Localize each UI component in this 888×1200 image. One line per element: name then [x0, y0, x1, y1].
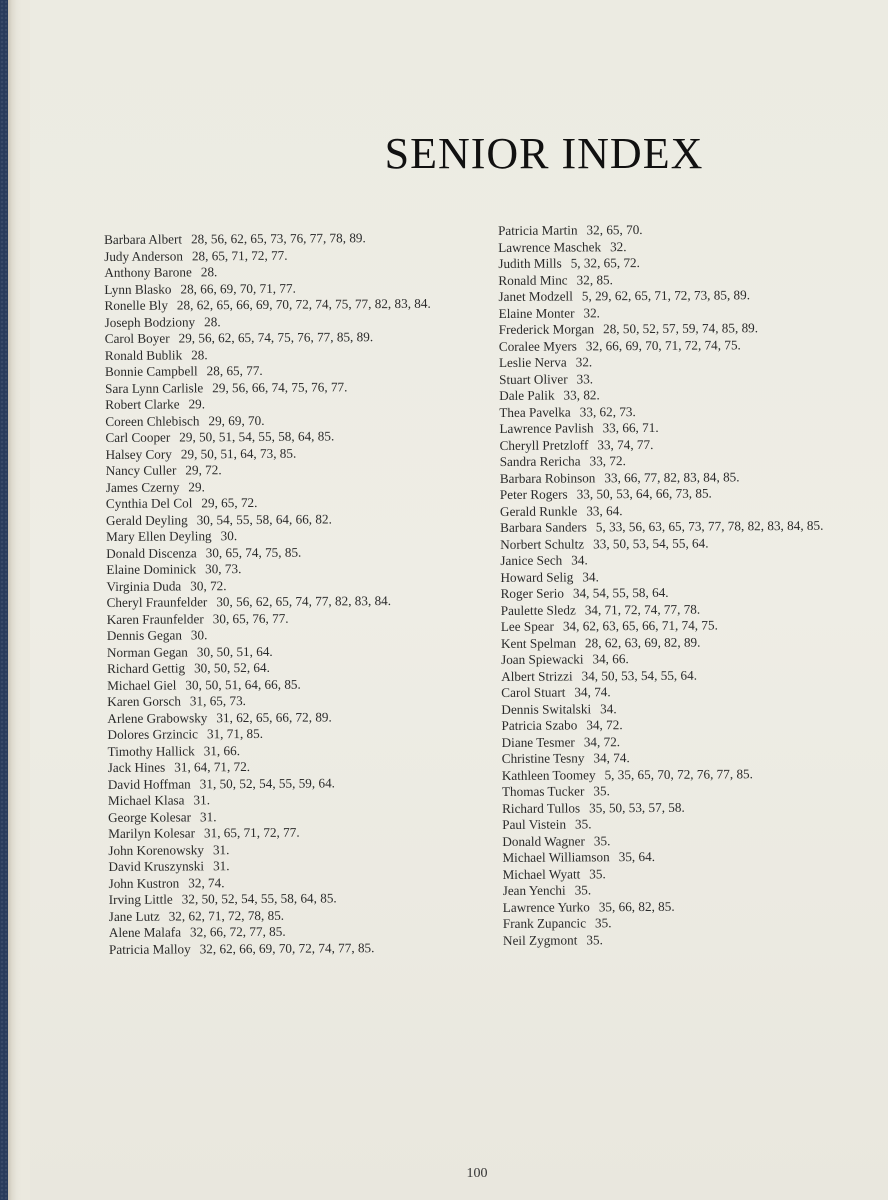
page-edge-stack: [8, 0, 888, 1200]
entry-name: Ronald Bublik: [104, 346, 183, 363]
entry-pages: 28, 65, 71, 72, 77.: [191, 247, 288, 263]
entry-pages: 34, 50, 53, 54, 55, 64.: [581, 667, 698, 683]
index-entry: [104, 296, 430, 315]
entry-name: Arlene Grabowsky: [107, 709, 208, 726]
entry-name: Kathleen Toomey: [501, 766, 596, 783]
entry-pages: 35, 50, 53, 57, 58.: [589, 799, 685, 815]
entry-name: Barbara Robinson: [499, 469, 596, 486]
entry-name: Janice Sech: [500, 552, 563, 568]
entry-pages: 34.: [571, 552, 588, 568]
entry-name: Marilyn Kolesar: [108, 825, 196, 841]
entry-pages: 33, 74, 77.: [597, 436, 654, 452]
entry-name: Carl Cooper: [105, 429, 171, 445]
entry-name: John Korenowsky: [108, 841, 204, 858]
entry-name: Lawrence Yurko: [502, 898, 590, 915]
entry-pages: 31, 65, 71, 72, 77.: [203, 824, 300, 841]
index-entry: [107, 593, 433, 612]
entry-name: Cynthia Del Col: [105, 495, 193, 511]
entry-pages: 31, 66.: [203, 742, 241, 758]
index-entry: [500, 518, 823, 537]
entry-name: Leslie Nerva: [498, 354, 567, 370]
entry-pages: 35.: [586, 931, 603, 947]
entry-name: Richard Gettig: [106, 660, 186, 676]
entry-name: Elaine Dominick: [106, 561, 197, 577]
entry-pages: 29, 72.: [185, 462, 222, 478]
entry-pages: 32, 50, 52, 54, 55, 58, 64, 85.: [181, 890, 337, 907]
entry-name: Michael Giel: [107, 677, 177, 693]
entry-pages: 28, 50, 52, 57, 59, 74, 85, 89.: [603, 320, 759, 337]
entry-pages: 33, 66, 71.: [602, 419, 659, 436]
entry-name: Michael Klasa: [107, 792, 185, 808]
entry-name: Paulette Sledz: [500, 601, 576, 618]
entry-name: Lynn Blasko: [104, 281, 172, 297]
entry-pages: 34.: [582, 568, 599, 584]
entry-name: Dennis Gegan: [106, 627, 182, 643]
entry-name: Thomas Tucker: [501, 783, 585, 799]
entry-name: Bonnie Campbell: [104, 363, 198, 379]
entry-pages: 30, 50, 52, 64.: [194, 659, 270, 676]
entry-name: Paul Vistein: [502, 816, 567, 832]
entry-name: Gerald Deyling: [105, 511, 188, 528]
entry-pages: 31.: [193, 792, 211, 808]
entry-pages: 33, 62, 73.: [579, 403, 636, 419]
entry-pages: 32.: [583, 304, 600, 320]
entry-name: Mary Ellen Deyling: [106, 528, 212, 544]
index-page: [30, 0, 888, 1200]
entry-name: Robert Clarke: [105, 396, 180, 412]
entry-name: Michael Wyatt: [502, 865, 581, 882]
entry-pages: 34, 62, 63, 65, 66, 71, 74, 75.: [562, 617, 718, 634]
entry-name: Norman Gegan: [106, 643, 188, 660]
entry-pages: 32, 74.: [188, 874, 225, 890]
entry-pages: 29, 65, 72.: [201, 494, 258, 511]
entry-name: Judith Mills: [498, 255, 562, 271]
entry-name: George Kolesar: [108, 808, 192, 825]
entry-pages: 28.: [200, 264, 218, 280]
entry-pages: 30, 72.: [190, 577, 227, 593]
entry-name: Lawrence Maschek: [498, 238, 602, 255]
entry-pages: 34, 74.: [574, 684, 611, 700]
entry-name: Barbara Sanders: [500, 519, 587, 535]
entry-pages: 32.: [610, 238, 627, 254]
entry-pages: 30.: [220, 528, 238, 544]
entry-pages: 29, 69, 70.: [208, 412, 265, 428]
entry-name: Jean Yenchi: [502, 882, 566, 898]
entry-pages: 31, 71, 85.: [206, 725, 264, 742]
entry-pages: 31, 62, 65, 66, 72, 89.: [216, 708, 332, 725]
page-number: 100: [466, 1166, 488, 1181]
entry-name: Timothy Hallick: [107, 742, 195, 759]
entry-name: Sandra Rericha: [499, 453, 581, 469]
entry-pages: 30, 73.: [205, 561, 242, 577]
entry-pages: 34, 74.: [593, 750, 630, 766]
entry-pages: 32, 85.: [576, 271, 613, 287]
entry-pages: 35, 66, 82, 85.: [598, 898, 675, 914]
entry-pages: 33, 50, 53, 54, 55, 64.: [593, 535, 709, 551]
entry-name: Michael Williamson: [502, 849, 610, 865]
entry-name: Albert Strizzi: [501, 667, 573, 684]
entry-name: Gerald Runkle: [499, 502, 578, 519]
entry-name: Nancy Culler: [105, 462, 177, 478]
entry-pages: 33, 72.: [589, 453, 626, 469]
entry-pages: 32, 62, 66, 69, 70, 72, 74, 77, 85.: [199, 939, 375, 956]
entry-name: Joan Spiewacki: [500, 651, 584, 667]
entry-pages: 31.: [212, 858, 230, 874]
entry-pages: 32, 65, 70.: [586, 221, 643, 238]
index-column-right: [498, 221, 826, 949]
entry-name: Norbert Schultz: [500, 535, 585, 552]
entry-pages: 34, 72.: [583, 733, 621, 749]
entry-name: Virginia Duda: [106, 577, 182, 594]
entry-pages: 29, 50, 51, 54, 55, 58, 64, 85.: [179, 428, 335, 445]
entry-name: Halsey Cory: [105, 446, 172, 462]
index-entry: [503, 930, 826, 949]
entry-name: David Kruszynski: [108, 858, 205, 874]
entry-pages: 29.: [188, 396, 206, 412]
entry-pages: 35.: [589, 865, 606, 881]
entry-pages: 32, 62, 71, 72, 78, 85.: [168, 907, 285, 924]
entry-name: Ronald Minc: [498, 272, 568, 288]
entry-name: Donald Wagner: [502, 832, 585, 849]
entry-name: Dolores Grzincic: [107, 726, 199, 742]
entry-name: Stuart Oliver: [499, 371, 568, 387]
entry-pages: 32, 66, 69, 70, 71, 72, 74, 75.: [585, 336, 741, 353]
entry-name: Roger Serio: [500, 585, 565, 601]
entry-pages: 28, 56, 62, 65, 73, 76, 77, 78, 89.: [190, 230, 366, 247]
entry-pages: 28, 66, 69, 70, 71, 77.: [180, 280, 296, 296]
entry-pages: 30, 65, 74, 75, 85.: [205, 544, 302, 560]
entry-name: Alene Malafa: [108, 924, 182, 940]
entry-name: Barbara Albert: [104, 231, 183, 247]
entry-pages: 33, 66, 77, 82, 83, 84, 85.: [604, 468, 740, 485]
entry-name: Sara Lynn Carlisle: [105, 379, 204, 396]
entry-pages: 34, 72.: [586, 717, 623, 733]
entry-name: Jane Lutz: [108, 908, 160, 924]
entry-name: Donald Discenza: [106, 544, 197, 561]
entry-name: Karen Gorsch: [107, 693, 181, 709]
entry-pages: 28, 62, 65, 66, 69, 70, 72, 74, 75, 77, 82, 83, 84.: [176, 295, 431, 313]
page-title: SENIOR INDEX: [384, 129, 704, 178]
entry-pages: 30.: [190, 627, 208, 643]
entry-pages: 5, 29, 62, 65, 71, 72, 73, 85, 89.: [581, 287, 751, 304]
entry-name: Christine Tesny: [501, 750, 585, 766]
entry-name: Anthony Barone: [104, 264, 192, 280]
entry-pages: 29, 56, 62, 65, 74, 75, 76, 77, 85, 89.: [178, 329, 374, 346]
entry-name: Irving Little: [108, 891, 173, 907]
entry-name: Thea Pavelka: [499, 403, 571, 420]
entry-pages: 33.: [576, 370, 594, 386]
entry-pages: 34, 54, 55, 58, 64.: [572, 584, 669, 601]
entry-pages: 35, 64.: [618, 848, 656, 865]
entry-pages: 5, 32, 65, 72.: [570, 255, 640, 271]
entry-name: Carol Stuart: [501, 684, 566, 700]
entry-name: Ronelle Bly: [104, 297, 168, 313]
entry-pages: 35.: [593, 783, 610, 799]
entry-pages: 33, 82.: [563, 387, 600, 403]
entry-name: Neil Zygmont: [502, 931, 578, 948]
index-column-left: [104, 230, 435, 958]
entry-pages: 30, 65, 76, 77.: [212, 610, 289, 626]
entry-pages: 33, 50, 53, 64, 66, 73, 85.: [576, 485, 712, 502]
entry-pages: 34, 66.: [592, 651, 629, 667]
entry-pages: 31, 64, 71, 72.: [174, 758, 251, 775]
entry-pages: 31.: [199, 808, 217, 824]
entry-pages: 34, 71, 72, 74, 77, 78.: [584, 601, 701, 617]
entry-name: Cheryl Fraunfelder: [106, 594, 208, 610]
entry-pages: 34.: [600, 700, 617, 716]
entry-pages: 35.: [574, 816, 592, 832]
entry-pages: 32.: [575, 354, 593, 370]
entry-name: Diane Tesmer: [501, 733, 575, 750]
index-entry: [109, 939, 435, 958]
entry-pages: 28.: [204, 313, 221, 329]
entry-pages: 28, 62, 63, 69, 82, 89.: [584, 634, 701, 650]
entry-name: John Kustron: [108, 874, 180, 891]
entry-name: Frank Zupancic: [502, 915, 587, 931]
entry-name: Elaine Monter: [498, 304, 575, 321]
entry-pages: 30, 56, 62, 65, 74, 77, 82, 83, 84.: [216, 593, 392, 610]
entry-pages: 33, 64.: [586, 502, 623, 518]
entry-pages: 30, 54, 55, 58, 64, 66, 82.: [196, 510, 332, 527]
entry-name: Dale Palik: [499, 387, 555, 403]
entry-name: Patricia Martin: [498, 222, 578, 238]
entry-pages: 31, 50, 52, 54, 55, 59, 64.: [199, 774, 335, 791]
entry-pages: 29, 56, 66, 74, 75, 76, 77.: [212, 378, 348, 395]
entry-name: Kent Spelman: [500, 634, 577, 651]
entry-pages: 32, 66, 72, 77, 85.: [189, 923, 286, 940]
entry-name: Frederick Morgan: [498, 321, 595, 337]
entry-name: Coreen Chlebisch: [105, 412, 200, 429]
entry-name: Joseph Bodziony: [104, 313, 196, 330]
entry-pages: 35.: [574, 882, 592, 898]
entry-name: James Czerny: [105, 478, 180, 495]
entry-name: Janet Modzell: [498, 288, 573, 304]
entry-name: Cheryll Pretzloff: [499, 436, 589, 453]
entry-pages: 30, 50, 51, 64, 66, 85.: [185, 676, 301, 692]
entry-name: Judy Anderson: [104, 247, 183, 264]
entry-pages: 29, 50, 51, 64, 73, 85.: [180, 445, 297, 461]
entry-pages: 28.: [191, 346, 208, 362]
entry-pages: 35.: [594, 915, 612, 931]
entry-name: Peter Rogers: [499, 486, 568, 502]
entry-name: Carol Boyer: [104, 330, 170, 346]
entry-pages: 35.: [593, 832, 611, 848]
entry-name: Howard Selig: [500, 568, 574, 585]
entry-name: Richard Tullos: [502, 799, 581, 816]
entry-name: Karen Fraunfelder: [106, 610, 204, 627]
entry-name: Dennis Switalski: [501, 700, 592, 717]
entry-pages: 29.: [188, 478, 205, 494]
entry-name: Coralee Myers: [498, 337, 577, 354]
entry-name: Lawrence Pavlish: [499, 420, 594, 436]
entry-name: David Hoffman: [107, 775, 191, 792]
entry-name: Jack Hines: [107, 759, 166, 775]
entry-pages: 31.: [212, 841, 230, 857]
entry-name: Patricia Malloy: [108, 940, 191, 957]
entry-pages: 28, 65, 77.: [206, 362, 263, 379]
entry-pages: 30, 50, 51, 64.: [196, 643, 273, 659]
entry-pages: 5, 33, 56, 63, 65, 73, 77, 78, 82, 83, 84, 85.: [595, 517, 824, 535]
entry-pages: 31, 65, 73.: [189, 693, 246, 709]
entry-pages: 5, 35, 65, 70, 72, 76, 77, 85.: [604, 765, 753, 782]
entry-name: Lee Spear: [500, 618, 554, 634]
entry-name: Patricia Szabo: [501, 717, 578, 733]
